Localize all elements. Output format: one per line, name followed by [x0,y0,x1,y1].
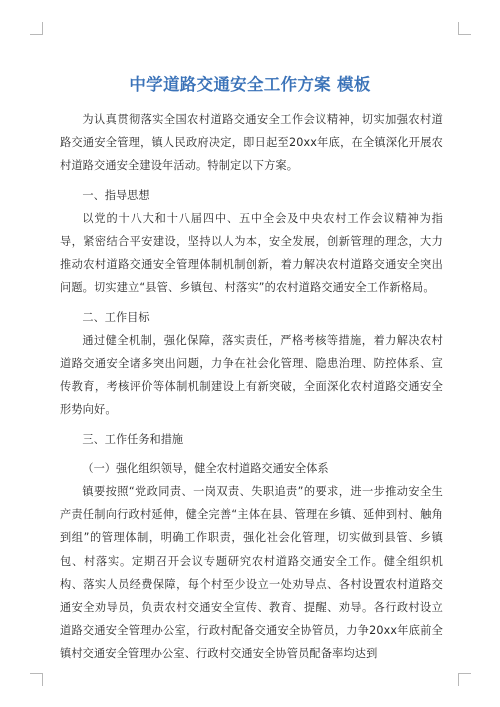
crop-mark-bottom-left [30,673,43,686]
document-title: 中学道路交通安全工作方案 模板 [129,75,371,95]
section-paragraph-guiding-ideology: 以党的十八大和十八届四中、五中全会及中央农村工作会议精神为指导，紧密结合平安建设，坚持以人为本，安全发展，创新管理的理念，大力推动农村道路交通安全管理体制机制创新，着力解决农村道路交通安全突出问题。切实建立“县管、乡镇包、村落实”的农村道路交通安全工作新格局。 [60,211,443,295]
intro-paragraph: 为认真贯彻落实全国农村道路交通安全工作会议精神，切实加强农村道路交通安全管理，镇人民政府决定，即日起至20xx年底，在全镇深化开展农村道路交通安全建设年活动。特制定以下方案。 [60,113,443,173]
section-paragraph-tasks-measures: 镇要按照“党政同责、一岗双责、失职追责”的要求，进一步推动安全生产责任制向行政村延伸，健全完善“主体在县、管理在乡镇、延伸到村、触角到组”的管理体制，明确工作职责，强化社会化管理，切实做到县管、乡镇包、村落实。定期召开会议专题研究农村道路交通安全工作。健全组织机构、落实人员经费保障，每个村至少设立一处劝导点、各村设置农村道路交通安全劝导员，负责农村交通安全宣传、教育、提醒、劝导。各行政村设立道路交通安全管理办公室，行政村配备交通安全协管员，力争20xx年底前全镇村交通安全管理办公室、行政村交通安全协管员配备率均达到 [60,485,443,661]
document-body [60,108,443,666]
section-paragraph-work-goals: 通过健全机制，强化保障，落实责任，严格考核等措施，着力解决农村道路交通安全诸多突出问题，力争在社会化管理、隐患治理、防控体系、宣传教育，考核评价等体制机制建设上有新突破，全面深化农村道路交通安全形势向好。 [60,333,443,417]
section-heading-tasks-measures: 三、工作任务和措施 [82,432,184,446]
crop-mark-bottom-right [458,673,471,686]
crop-mark-top-right [458,22,471,35]
section-heading-guiding-ideology: 一、指导思想 [82,188,150,202]
crop-mark-top-left [30,22,43,35]
subsection-heading-organization: （一）强化组织领导，健全农村道路交通安全体系 [82,461,329,475]
section-heading-work-goals: 二、工作目标 [82,310,150,324]
